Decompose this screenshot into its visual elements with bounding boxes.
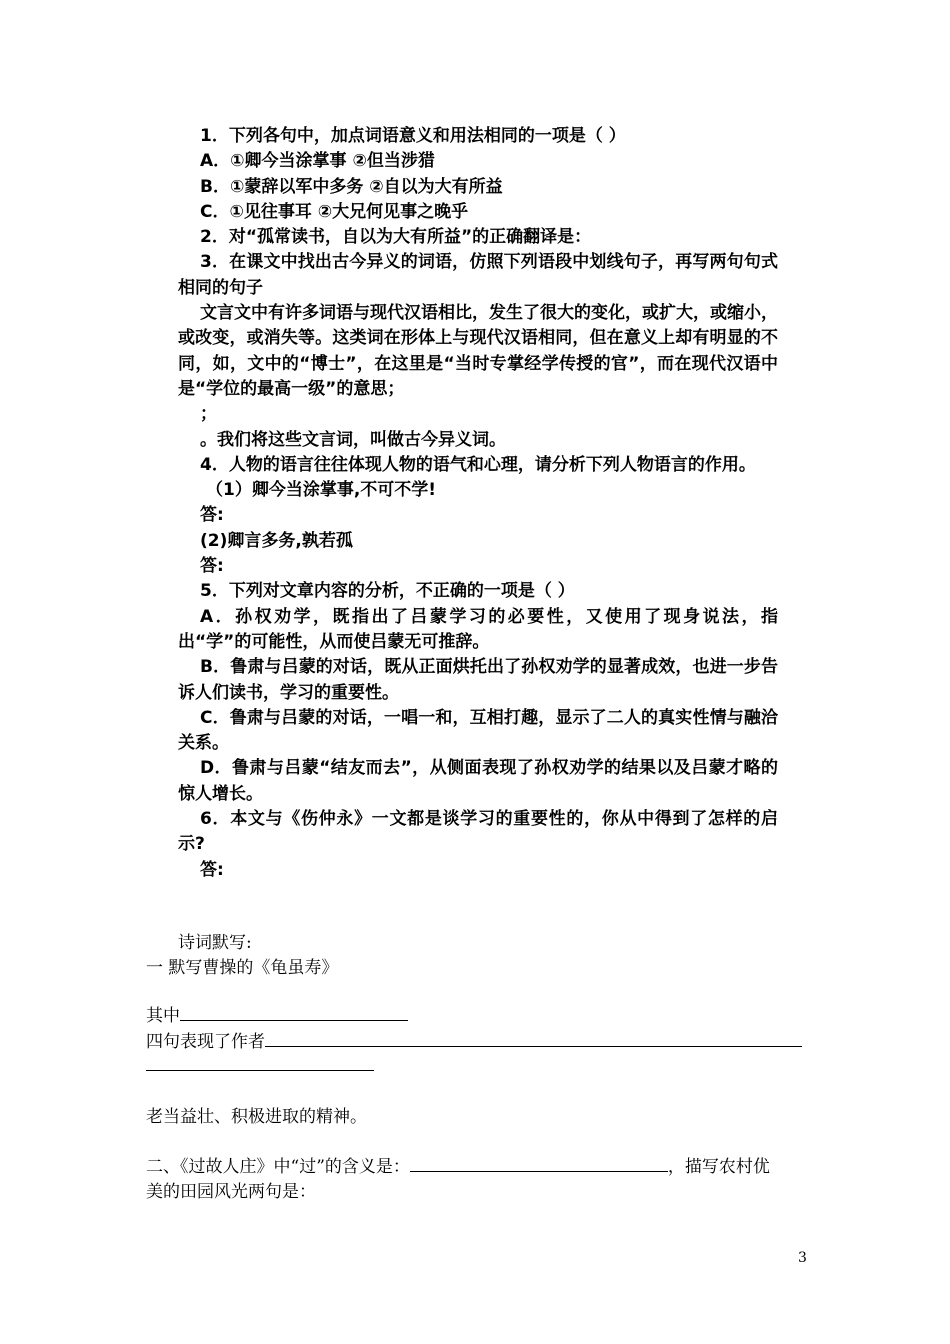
- question-6-answer: 答:: [200, 859, 224, 880]
- poetry-item-1: 一 默写曹操的《龟虽寿》: [146, 958, 339, 978]
- poetry-item-1-line-2: [146, 1027, 802, 1052]
- answer-blank-continuation[interactable]: [146, 1070, 374, 1071]
- question-5-option-a: A．孙权劝学，既指出了吕蒙学习的必要性，又使用了现身说法，指出“学”的可能性，从而使吕蒙无可推辞。: [178, 606, 778, 652]
- question-4-answer-2: 答:: [200, 556, 224, 577]
- poetry-item-2-line-2: 美的田园风光两句是：: [146, 1182, 316, 1202]
- question-1-option-b: B．①蒙辞以军中多务 ②自以为大有所益: [200, 176, 503, 197]
- poetry-item-1-line-2-label: 四句表现了作者: [146, 1032, 265, 1052]
- questions-section: [178, 124, 778, 883]
- question-5-option-d: D．鲁肃与吕蒙“结友而去”，从侧面表现了孙权劝学的结果以及吕蒙才略的惊人增长。: [178, 758, 778, 804]
- answer-blank[interactable]: [410, 1153, 668, 1172]
- question-1: 1．下列各句中，加点词语意义和用法相同的一项是（ ）: [200, 126, 626, 146]
- question-5-option-c: C．鲁肃与吕蒙的对话，一唱一和，互相打趣，显示了二人的真实性情与融洽关系。: [178, 707, 778, 754]
- poetry-item-2: [146, 1152, 770, 1177]
- question-6: 6．本文与《伤仲永》一文都是谈学习的重要性的，你从中得到了怎样的启示?: [178, 809, 778, 855]
- question-2: 2．对“孤常读书，自以为大有所益”的正确翻译是：: [200, 227, 592, 248]
- poetry-item-1-line-1-label: 其中: [146, 1006, 180, 1026]
- question-4-item-2: (2)卿言多务,孰若孤: [200, 530, 353, 551]
- question-3-semicolon: ；: [200, 404, 217, 425]
- poetry-item-1-line-3: 老当益壮、积极进取的精神。: [146, 1107, 367, 1127]
- question-5-option-b: B．鲁肃与吕蒙的对话，既从正面烘托出了孙权劝学的显著成效，也进一步告诉人们读书，学习的重要性。: [178, 657, 778, 703]
- question-1-option-a: A．①卿今当涂掌事 ②但当涉猎: [200, 151, 435, 172]
- question-5: 5．下列对文章内容的分析，不正确的一项是（ ）: [200, 581, 575, 602]
- question-4-item-1: （1）卿今当涂掌事,不可不学!: [206, 480, 437, 501]
- page-number: 3: [798, 1250, 807, 1266]
- poetry-item-2-prompt: 二、《过故人庄》中“过”的含义是：: [146, 1157, 410, 1177]
- question-3-ending: 。我们将这些文言词，叫做古今异义词。: [200, 429, 506, 450]
- question-4: 4．人物的语言往往体现人物的语气和心理，请分析下列人物语言的作用。: [200, 454, 756, 475]
- poetry-heading: 诗词默写:: [178, 933, 252, 953]
- question-3-paragraph: 文言文中有许多词语与现代汉语相比，发生了很大的变化，或扩大，或缩小，或改变，或消失等。这类词在形体上与现代汉语相同，但在意义上却有明显的不同，如，文中的“博士”，在这里是“当时专掌经学传授的官”，而在现代汉语中是“学位的最高一级”的意思；: [178, 303, 778, 399]
- answer-blank[interactable]: [180, 1002, 408, 1021]
- poetry-item-2-prompt-continued: ，描写农村优: [667, 1157, 770, 1177]
- question-4-answer-1: 答:: [200, 505, 224, 526]
- question-1-option-c: C．①见往事耳 ②大兄何见事之晚乎: [200, 201, 469, 222]
- answer-blank[interactable]: [265, 1028, 802, 1047]
- poetry-item-1-line-1: [146, 1001, 408, 1026]
- question-3: 3．在课文中找出古今异义的词语，仿照下列语段中划线句子，再写两句句式相同的句子: [178, 252, 778, 298]
